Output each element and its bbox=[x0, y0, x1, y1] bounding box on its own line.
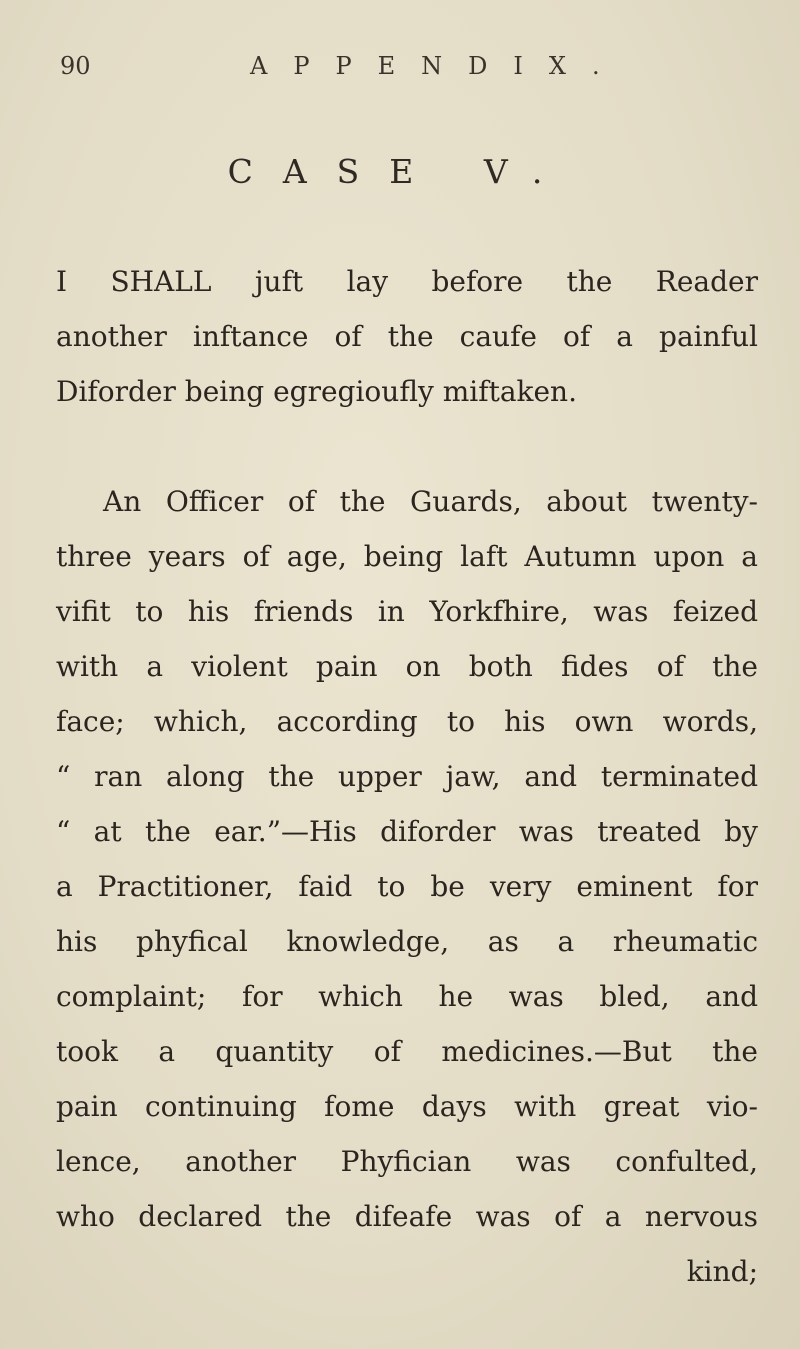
text-line: “ ran along the upper jaw, and terminated bbox=[56, 760, 758, 793]
text-line: lence, another Phyfician was confulted, bbox=[56, 1145, 758, 1178]
text-line: An Officer of the Guards, about twenty- bbox=[103, 485, 758, 518]
text-line: I SHALL juft lay before the Reader bbox=[56, 265, 758, 298]
catchword: kind; bbox=[686, 1255, 758, 1288]
page-header bbox=[60, 52, 740, 92]
text-line: who declared the difeafe was of a nervous bbox=[56, 1200, 758, 1233]
text-line: three years of age, being laft Autumn upon a bbox=[56, 540, 758, 573]
text-line: vifit to his friends in Yorkfhire, was feized bbox=[56, 595, 758, 628]
page-number: 90 bbox=[60, 52, 91, 80]
text-line: complaint; for which he was bled, and bbox=[56, 980, 758, 1013]
text-line: with a violent pain on both fides of the bbox=[56, 650, 758, 683]
case-title: CASE V. bbox=[227, 152, 573, 191]
text-line: Diforder being egregioufly miftaken. bbox=[56, 375, 577, 408]
text-line: “ at the ear.”—His diforder was treated by bbox=[56, 815, 758, 848]
text-line: another inftance of the caufe of a painful bbox=[56, 320, 758, 353]
text-line: took a quantity of medicines.—But the bbox=[56, 1035, 758, 1068]
text-line: pain continuing fome days with great vio- bbox=[56, 1090, 758, 1123]
text-line: face; which, according to his own words, bbox=[56, 705, 758, 738]
running-head: APPENDIX. bbox=[250, 52, 626, 80]
text-line: his phyfical knowledge, as a rheumatic bbox=[56, 925, 758, 958]
text-line: a Practitioner, faid to be very eminent for bbox=[56, 870, 758, 903]
